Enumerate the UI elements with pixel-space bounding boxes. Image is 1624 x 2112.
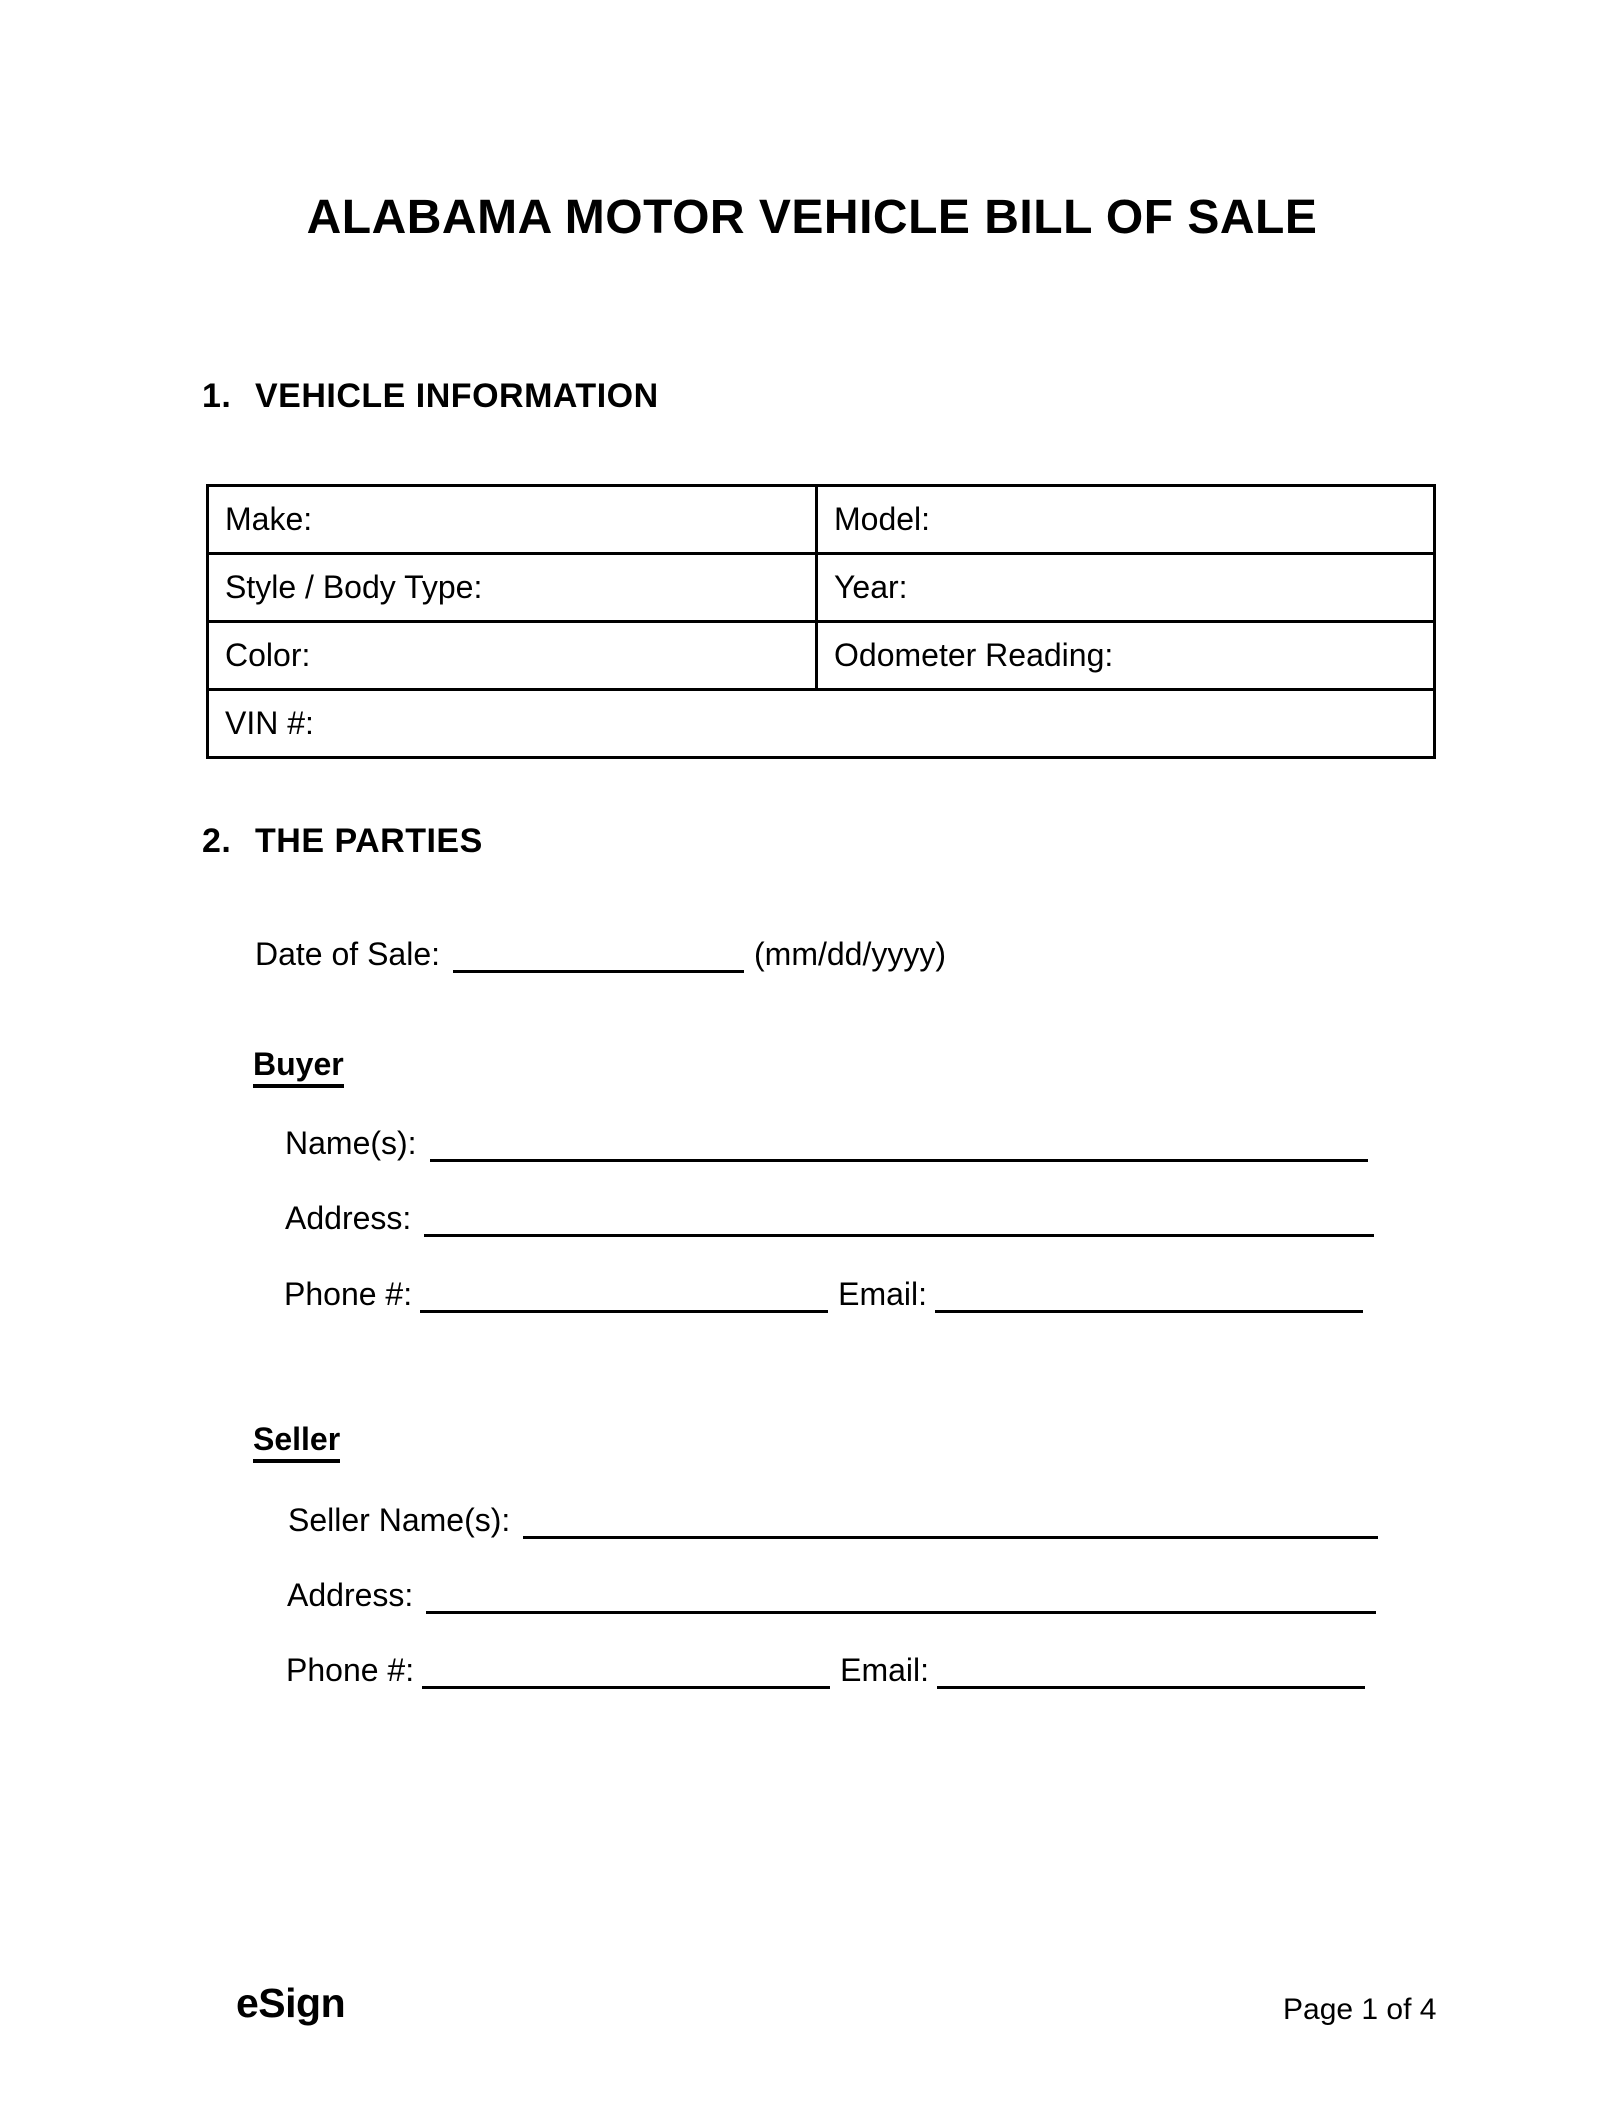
model-label: Model:	[834, 501, 931, 537]
table-row-style-year	[208, 554, 1435, 622]
model-cell[interactable]	[817, 486, 1435, 554]
make-label: Make:	[225, 501, 313, 537]
esign-logo: eSign	[236, 1980, 346, 2026]
seller-name-line[interactable]	[523, 1506, 1378, 1539]
date-of-sale-row	[255, 936, 946, 973]
seller-name-label: Seller Name(s):	[288, 1502, 511, 1538]
style-body-type-label: Style / Body Type:	[225, 569, 483, 605]
buyer-phone-line[interactable]	[420, 1280, 828, 1313]
section-2-number: 2.	[202, 822, 232, 860]
table-row-color-odometer	[208, 622, 1435, 690]
buyer-address-label: Address:	[285, 1200, 412, 1236]
buyer-address-row	[285, 1200, 1374, 1237]
buyer-name-line[interactable]	[430, 1129, 1368, 1162]
odometer-cell[interactable]	[817, 622, 1435, 690]
section-2-title: THE PARTIES	[255, 822, 483, 860]
seller-address-label: Address:	[287, 1577, 414, 1613]
buyer-name-label: Name(s):	[285, 1125, 417, 1161]
vin-cell[interactable]	[208, 690, 1435, 758]
table-row-make-model	[208, 486, 1435, 554]
buyer-phone-email-row	[284, 1276, 1363, 1313]
style-body-type-cell[interactable]	[208, 554, 817, 622]
vin-label: VIN #:	[225, 705, 314, 741]
seller-email-line[interactable]	[937, 1656, 1365, 1689]
buyer-email-label: Email:	[838, 1276, 928, 1312]
buyer-email-line[interactable]	[935, 1280, 1363, 1313]
page-indicator: Page 1 of 4	[1283, 1993, 1437, 2026]
section-1-title: VEHICLE INFORMATION	[255, 377, 659, 415]
odometer-label: Odometer Reading:	[834, 637, 1114, 673]
year-cell[interactable]	[817, 554, 1435, 622]
section-1-number: 1.	[202, 377, 232, 415]
buyer-phone-label: Phone #:	[284, 1276, 413, 1312]
section-2-heading	[202, 822, 483, 861]
date-of-sale-label: Date of Sale:	[255, 936, 440, 972]
year-label: Year:	[834, 569, 908, 605]
date-of-sale-line[interactable]	[453, 940, 744, 973]
document-title: ALABAMA MOTOR VEHICLE BILL OF SALE	[306, 191, 1318, 244]
seller-heading: Seller	[253, 1421, 340, 1463]
seller-phone-line[interactable]	[422, 1656, 830, 1689]
seller-name-row	[288, 1502, 1378, 1539]
seller-phone-label: Phone #:	[286, 1652, 415, 1688]
buyer-name-row	[285, 1125, 1368, 1162]
seller-email-label: Email:	[840, 1652, 930, 1688]
section-1-heading	[202, 377, 659, 416]
seller-address-row	[287, 1577, 1376, 1614]
date-format-hint: (mm/dd/yyyy)	[754, 936, 946, 972]
make-cell[interactable]	[208, 486, 817, 554]
seller-phone-email-row	[286, 1652, 1365, 1689]
buyer-heading: Buyer	[253, 1046, 344, 1088]
vehicle-info-table	[206, 484, 1436, 759]
buyer-address-line[interactable]	[424, 1204, 1374, 1237]
table-row-vin	[208, 690, 1435, 758]
color-label: Color:	[225, 637, 311, 673]
seller-address-line[interactable]	[426, 1581, 1376, 1614]
color-cell[interactable]	[208, 622, 817, 690]
